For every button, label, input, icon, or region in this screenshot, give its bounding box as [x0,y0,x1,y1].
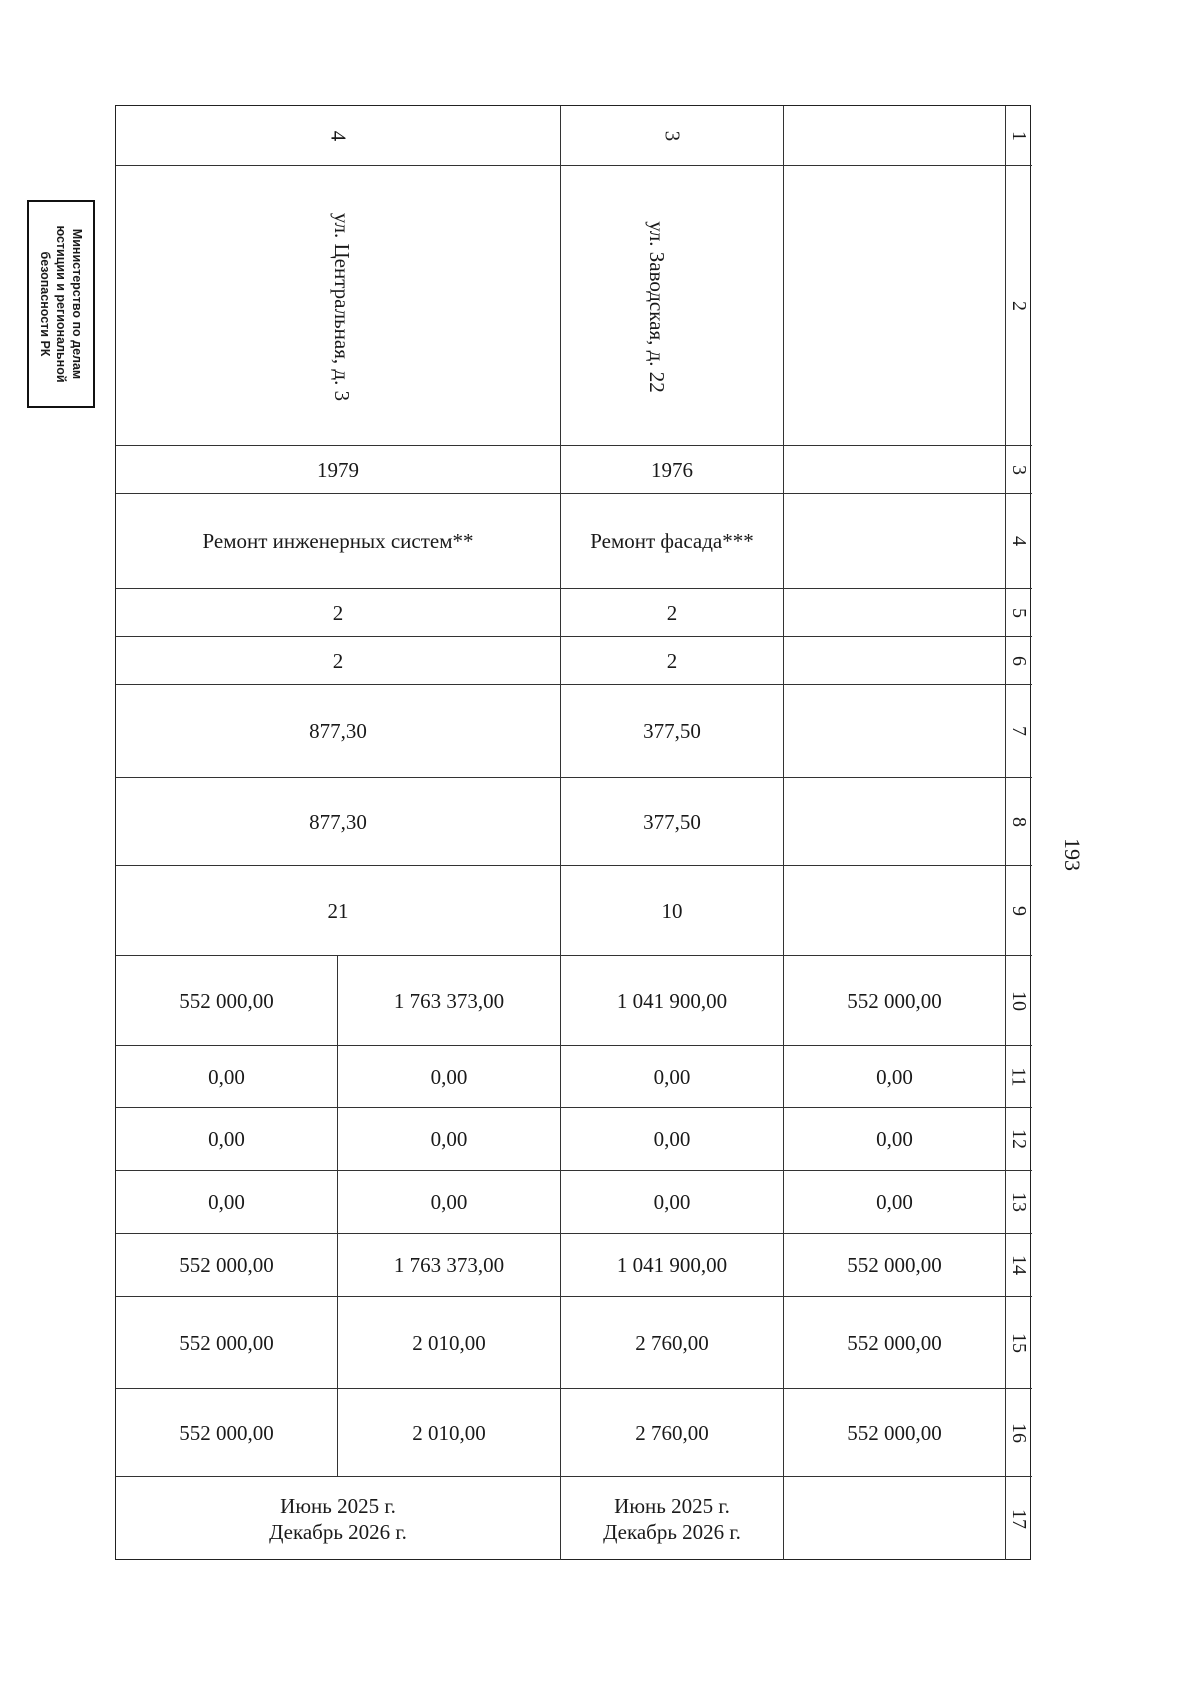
table-row [116,778,1032,866]
cell-house-3: 0,00 [561,1171,784,1233]
period-start: Июнь 2025 г. [614,1493,730,1518]
cell-extra [784,166,1006,445]
cell-house-4-period [116,1477,561,1560]
cell-extra: 552 000,00 [784,1389,1006,1476]
row-number: 13 [1008,1192,1030,1212]
cell-extra: 552 000,00 [784,956,1006,1045]
cell-extra: 552 000,00 [784,1297,1006,1388]
table-row [116,685,1032,778]
cell-extra [784,685,1006,777]
cell-house-4-a: 0,00 [116,1171,338,1233]
table-row [116,1108,1032,1171]
page-number [1059,838,1085,871]
cell-house-3: 2 760,00 [561,1389,784,1476]
cell-house-3-area: 377,50 [561,778,784,865]
cell-house-4-b: 1 763 373,00 [338,956,561,1045]
cell-house-4: 2 [116,589,561,636]
table-row [116,106,1032,166]
cell-house-4-residents: 21 [116,866,561,955]
cell-house-4-a: 552 000,00 [116,1234,338,1296]
row-number: 15 [1008,1332,1030,1353]
row-number: 7 [1008,726,1030,736]
row-number: 16 [1008,1422,1030,1443]
row-number: 17 [1008,1508,1030,1529]
cell-house-4-a: 0,00 [116,1046,338,1107]
row-number: 1 [1008,130,1030,141]
table-row [116,1234,1032,1297]
cell-house-4-b: 2 010,00 [338,1297,561,1388]
cell-house-4: 2 [116,637,561,684]
cell-extra [784,637,1006,684]
stamp-line: Министерство по делам [70,228,84,380]
row-number: 10 [1008,990,1030,1011]
cell-house-4-work-type: Ремонт инженерных систем** [116,494,561,588]
stamp-text [37,206,85,402]
row-number: 3 [1008,464,1030,475]
table-row [116,1171,1032,1234]
row-number: 6 [1008,655,1030,666]
cell-house-4-area: 877,30 [116,778,561,865]
row-number: 14 [1008,1255,1030,1275]
period-end: Декабрь 2026 г. [603,1519,741,1544]
row-number: 4 [1008,536,1030,546]
cell-house-3-area: 377,50 [561,685,784,777]
cell-house-3: 0,00 [561,1046,784,1107]
cell-house-4-a: 0,00 [116,1108,338,1170]
cell-house-3: 2 [561,637,784,684]
row-number: 12 [1008,1129,1030,1149]
table-row [116,1297,1032,1389]
table-row [116,1046,1032,1108]
cell-extra [784,866,1006,955]
cell-house-3: 1 041 900,00 [561,956,784,1045]
cell-house-3-period [561,1477,784,1560]
cell-house-4-area: 877,30 [116,685,561,777]
table-row [116,166,1032,446]
cell-extra: 0,00 [784,1171,1006,1233]
cell-extra [784,494,1006,588]
cell-house-4-b: 0,00 [338,1171,561,1233]
row-number: 8 [1008,816,1030,827]
cell-house-4-a: 552 000,00 [116,956,338,1045]
cell-house-4-address: ул. Центральная, д. 3 [116,166,561,445]
cell-house-4-a: 552 000,00 [116,1389,338,1476]
cell-extra [784,1477,1006,1560]
cell-house-4: 4 [116,106,561,165]
cell-extra: 0,00 [784,1108,1006,1170]
cell-house-3: 0,00 [561,1108,784,1170]
table-row [116,1477,1032,1560]
cell-extra [784,106,1006,165]
period-end: Декабрь 2026 г. [269,1519,407,1544]
table-row [116,637,1032,685]
stamp-line: безопасности РК [38,251,52,357]
cell-house-4-b: 1 763 373,00 [338,1234,561,1296]
cell-house-3: 2 [561,589,784,636]
row-number: 9 [1008,905,1030,916]
cell-house-4-a: 552 000,00 [116,1297,338,1388]
table-row [116,1389,1032,1477]
period-start: Июнь 2025 г. [280,1493,396,1518]
cell-extra: 0,00 [784,1046,1006,1107]
row-number: 5 [1008,607,1030,618]
repair-program-table [115,105,1031,1560]
table-row [116,494,1032,589]
registration-stamp [27,200,95,408]
cell-house-3: 1 041 900,00 [561,1234,784,1296]
table-row [116,956,1032,1046]
table-row [116,589,1032,637]
page-number-text: 193 [1060,838,1085,871]
row-number: 2 [1008,300,1030,311]
cell-house-3: 3 [561,106,784,165]
cell-house-3: 2 760,00 [561,1297,784,1388]
cell-house-4-year: 1979 [116,446,561,493]
cell-house-3-year: 1976 [561,446,784,493]
table-row [116,866,1032,956]
cell-extra [784,589,1006,636]
table-row [116,446,1032,494]
cell-house-3-address: ул. Заводская, д. 22 [561,166,784,445]
cell-extra: 552 000,00 [784,1234,1006,1296]
cell-extra [784,446,1006,493]
cell-house-4-b: 0,00 [338,1108,561,1170]
stamp-line: юстиции и региональной [54,225,68,383]
cell-house-3-work-type: Ремонт фасада*** [561,494,784,588]
cell-house-4-b: 0,00 [338,1046,561,1107]
cell-house-3-residents: 10 [561,866,784,955]
cell-house-4-b: 2 010,00 [338,1389,561,1476]
cell-extra [784,778,1006,865]
row-number: 11 [1007,1066,1030,1087]
